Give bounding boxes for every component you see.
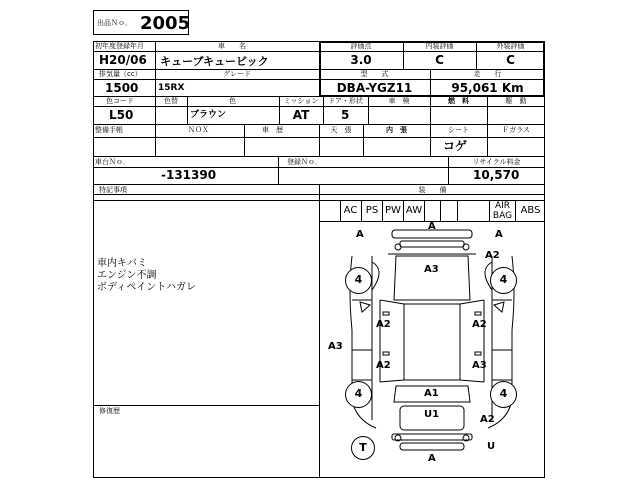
mark-front-left: A (356, 229, 364, 240)
displacement-label: 排気量（cc） (99, 70, 142, 78)
displacement-value: 1500 (105, 81, 139, 95)
tire-rear-left: 4 (345, 381, 372, 408)
remarks-text (97, 258, 196, 294)
registration-number-label: 登録Ｎｏ． (287, 158, 322, 166)
car-name-label: 車 名 (218, 42, 246, 50)
chassis-number-value: -131390 (161, 168, 217, 182)
spare-tire: T (351, 436, 375, 460)
tire-rear-right: 4 (490, 381, 517, 408)
reg-date-label: 初年度登録年月 (95, 42, 144, 50)
reg-date-value: H20/06 (99, 53, 147, 67)
seat-label: シート (448, 126, 469, 134)
equipment-blank-3 (458, 205, 490, 216)
mark-roof: A3 (424, 264, 439, 275)
car-name-value: キューブキュービック (160, 55, 269, 68)
mark-left-rear-door: A2 (376, 360, 391, 371)
equipment-label: 装 備 (418, 186, 447, 194)
drive-label: 駆 動 (505, 97, 527, 105)
remark-line: エンジン不調 (97, 270, 157, 281)
transmission-value: AT (292, 108, 310, 122)
model-code-label: 型 式 (360, 70, 389, 78)
mark-rear-right: A2 (480, 414, 495, 425)
door-shape-value: 5 (341, 108, 350, 122)
mark-rear-right-corner: U (487, 441, 496, 452)
tire-front-left: 4 (345, 267, 372, 294)
remark-line: 車内キバミ (97, 258, 147, 269)
score-value: 3.0 (350, 53, 372, 67)
lot-number-box (93, 10, 189, 35)
nox-label: ＮＯＸ (188, 126, 209, 134)
grade-label: グレード (223, 70, 251, 78)
equipment-pw: PW (383, 205, 404, 216)
score-label: 評価点 (350, 42, 372, 50)
color-value: ブラウン (190, 110, 227, 120)
fuel-label: 燃 料 (448, 97, 469, 105)
interior-lining-label: 内 張 (386, 126, 407, 134)
mark-rear-gate: U1 (424, 409, 440, 420)
lot-number-label: 出品Ｎｏ． (97, 19, 132, 27)
inspection-label: 車 検 (388, 97, 410, 105)
tire-front-right: 4 (490, 267, 517, 294)
history-label: 車 歴 (262, 126, 283, 134)
mark-right-front-door: A2 (472, 319, 487, 330)
mark-right-fender: A2 (485, 250, 500, 261)
mark-front-right: A (495, 229, 503, 240)
lot-number-value: 2005 (140, 13, 191, 34)
mark-left-front-door: A2 (376, 319, 391, 330)
equipment-blank-1 (425, 205, 441, 216)
front-glass-label: Ｆガラス (502, 126, 530, 134)
remarks-label: 特記事項 (99, 186, 127, 194)
remark-line: ボディペイントハガレ (97, 282, 196, 293)
mark-rear-body: A1 (424, 388, 439, 399)
equipment-airbag: AIR BAG (490, 200, 516, 221)
color-code-value: L50 (109, 108, 134, 122)
mark-rear-bumper: A (428, 453, 436, 464)
headliner-label: 天 張 (330, 126, 352, 134)
equipment-abs: ABS (520, 205, 541, 216)
recycle-fee-value: 10,570 (473, 168, 520, 182)
equipment-aw: AW (404, 205, 425, 216)
chassis-number-label: 車台Ｎｏ． (95, 158, 130, 166)
door-shape-label: ドア・形状 (328, 97, 363, 105)
color-change-label: 色替 (164, 97, 178, 105)
mark-right-rear-door: A3 (472, 360, 487, 371)
interior-grade-label: 内装評価 (425, 42, 454, 50)
mark-front-bumper: A (428, 221, 436, 232)
exterior-grade-value: C (506, 53, 515, 67)
equipment-ps: PS (362, 205, 383, 216)
service-book-label: 整備手帳 (95, 126, 123, 134)
transmission-label: ミッション (283, 97, 319, 105)
color-label: 色 (229, 97, 236, 105)
repair-history-label: 修復歴 (99, 407, 120, 415)
interior-grade-value: C (435, 53, 444, 67)
exterior-grade-label: 外装評価 (496, 42, 525, 50)
mark-left-side: A3 (328, 341, 343, 352)
mileage-value: 95,061 Km (451, 81, 524, 95)
equipment-blank-2 (441, 205, 458, 216)
color-code-label: 色コード (106, 97, 134, 105)
grade-value: 15RX (158, 83, 185, 93)
model-code-value: DBA-YGZ11 (336, 81, 413, 95)
seat-value: コゲ (443, 139, 468, 153)
mileage-label: 走 行 (473, 70, 502, 78)
equipment-ac: AC (340, 205, 362, 216)
recycle-fee-label: リサイクル料金 (472, 158, 521, 166)
